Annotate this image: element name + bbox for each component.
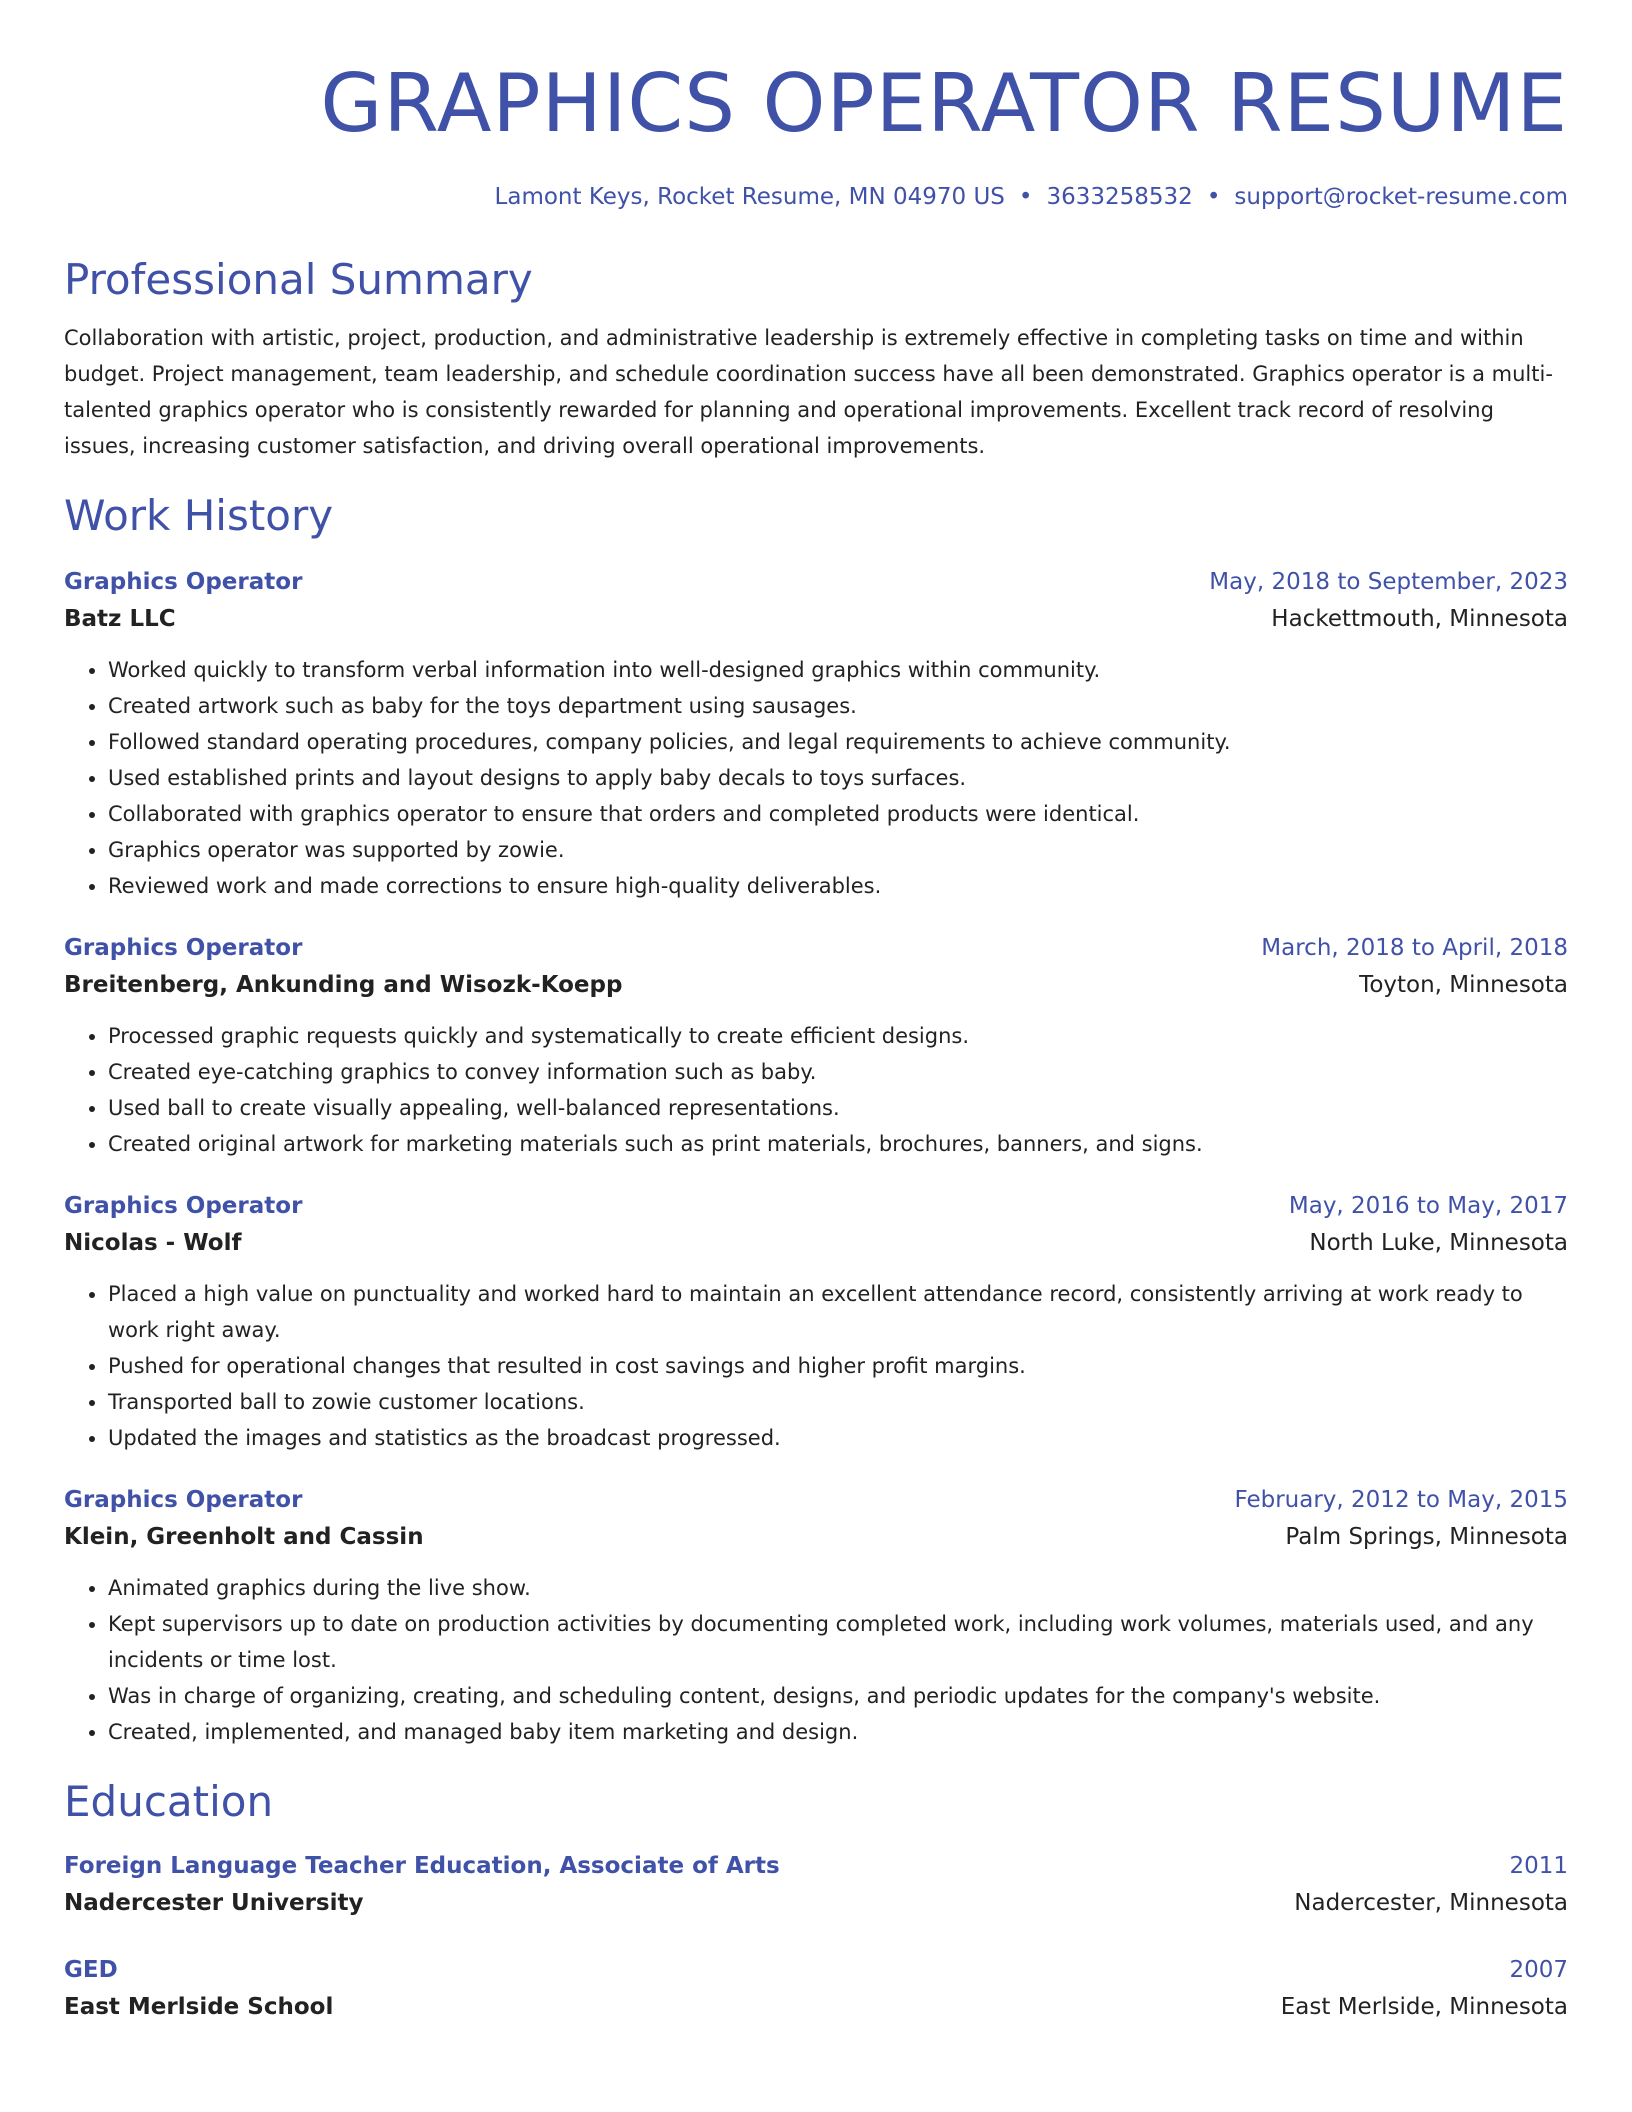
job-bullet: • Reviewed work and made corrections to ensure high-quality deliverables. xyxy=(108,868,1568,904)
job-bullet: • Kept supervisors up to date on production activities by documenting completed work, including work volumes, materials used, and any incidents or time lost. xyxy=(108,1606,1568,1678)
education-degree: GED xyxy=(64,1957,118,1983)
job-title: Graphics Operator xyxy=(64,1193,303,1219)
job-bullet: • Created, implemented, and managed baby item marketing and design. xyxy=(108,1714,1568,1750)
job-bullet: • Transported ball to zowie customer locations. xyxy=(108,1384,1568,1420)
education-school: East Merlside School xyxy=(64,1994,334,2020)
job-entry xyxy=(64,564,1568,904)
job-bullet: • Was in charge of organizing, creating, and scheduling content, designs, and periodic updates for the company's website. xyxy=(108,1678,1568,1714)
contact-line xyxy=(64,184,1568,210)
job-employer: Breitenberg, Ankunding and Wisozk-Koepp xyxy=(64,972,623,998)
job-bullet: • Processed graphic requests quickly and systematically to create efficient designs. xyxy=(108,1018,1568,1054)
job-location: Hackettmouth, Minnesota xyxy=(1271,606,1568,632)
contact-separator: • xyxy=(1018,184,1033,210)
education-entry xyxy=(64,1952,1568,2026)
job-location: North Luke, Minnesota xyxy=(1309,1230,1568,1256)
education-school: Nadercester University xyxy=(64,1890,364,1916)
job-bullets xyxy=(64,1570,1568,1750)
resume-title: GRAPHICS OPERATOR RESUME xyxy=(320,57,1568,150)
job-title: Graphics Operator xyxy=(64,569,303,595)
job-employer: Nicolas - Wolf xyxy=(64,1230,242,1256)
job-bullet: • Created original artwork for marketing materials such as print materials, brochures, banners, and signs. xyxy=(108,1126,1568,1162)
job-bullet: • Collaborated with graphics operator to ensure that orders and completed products were identical. xyxy=(108,796,1568,832)
job-location: Toyton, Minnesota xyxy=(1359,972,1568,998)
resume-header xyxy=(64,56,1568,210)
job-bullet: • Graphics operator was supported by zowie. xyxy=(108,832,1568,868)
contact-separator: • xyxy=(1206,184,1221,210)
job-bullet: • Updated the images and statistics as the broadcast progressed. xyxy=(108,1420,1568,1456)
job-location: Palm Springs, Minnesota xyxy=(1285,1524,1568,1550)
job-dates: May, 2016 to May, 2017 xyxy=(1288,1193,1568,1219)
job-employer: Batz LLC xyxy=(64,606,176,632)
job-bullet: • Placed a high value on punctuality and worked hard to maintain an excellent attendance record, consistently arriving at work ready to work right away. xyxy=(108,1276,1568,1348)
summary-heading: Professional Summary xyxy=(64,255,533,304)
education-location: East Merlside, Minnesota xyxy=(1280,1994,1568,2020)
job-dates: March, 2018 to April, 2018 xyxy=(1261,935,1568,961)
education-heading: Education xyxy=(64,1777,274,1826)
job-bullet: • Pushed for operational changes that resulted in cost savings and higher profit margins. xyxy=(108,1348,1568,1384)
job-employer: Klein, Greenholt and Cassin xyxy=(64,1524,424,1550)
job-entry xyxy=(64,1482,1568,1750)
summary-text: Collaboration with artistic, project, production, and administrative leadership is extremely effective in completing tasks on time and within budget. Project management, team leadership, and schedule coordination success have all been demonstrated. Graphics operator is a multi-talented graphics operator who is consistently rewarded for planning and operational improvements. Excellent track record of resolving issues, increasing customer satisfaction, and driving overall operational improvements. xyxy=(64,326,1553,458)
job-bullet: • Created eye-catching graphics to convey information such as baby. xyxy=(108,1054,1568,1090)
job-bullet: • Used established prints and layout designs to apply baby decals to toys surfaces. xyxy=(108,760,1568,796)
job-entry xyxy=(64,1188,1568,1456)
education-year: 2007 xyxy=(1509,1957,1568,1983)
education-location: Nadercester, Minnesota xyxy=(1294,1890,1568,1916)
job-bullet: • Created artwork such as baby for the toys department using sausages. xyxy=(108,688,1568,724)
job-title: Graphics Operator xyxy=(64,935,303,961)
job-title: Graphics Operator xyxy=(64,1487,303,1513)
work-history-heading: Work History xyxy=(64,491,334,540)
job-bullet: • Followed standard operating procedures, company policies, and legal requirements to achieve community. xyxy=(108,724,1568,760)
job-bullet: • Worked quickly to transform verbal information into well-designed graphics within community. xyxy=(108,652,1568,688)
education-entry xyxy=(64,1848,1568,1922)
job-dates: May, 2018 to September, 2023 xyxy=(1209,569,1568,595)
contact-email: support@rocket-resume.com xyxy=(1234,184,1568,210)
education-degree: Foreign Language Teacher Education, Associate of Arts xyxy=(64,1853,780,1879)
job-dates: February, 2012 to May, 2015 xyxy=(1234,1487,1568,1513)
job-bullets xyxy=(64,1018,1568,1162)
contact-phone: 3633258532 xyxy=(1046,184,1193,210)
job-bullet: • Animated graphics during the live show. xyxy=(108,1570,1568,1606)
job-entry xyxy=(64,930,1568,1162)
job-bullets xyxy=(64,1276,1568,1456)
job-bullet: • Used ball to create visually appealing, well-balanced representations. xyxy=(108,1090,1568,1126)
job-bullets xyxy=(64,652,1568,904)
contact-address: Lamont Keys, Rocket Resume, MN 04970 US xyxy=(494,184,1005,210)
education-year: 2011 xyxy=(1509,1853,1568,1879)
